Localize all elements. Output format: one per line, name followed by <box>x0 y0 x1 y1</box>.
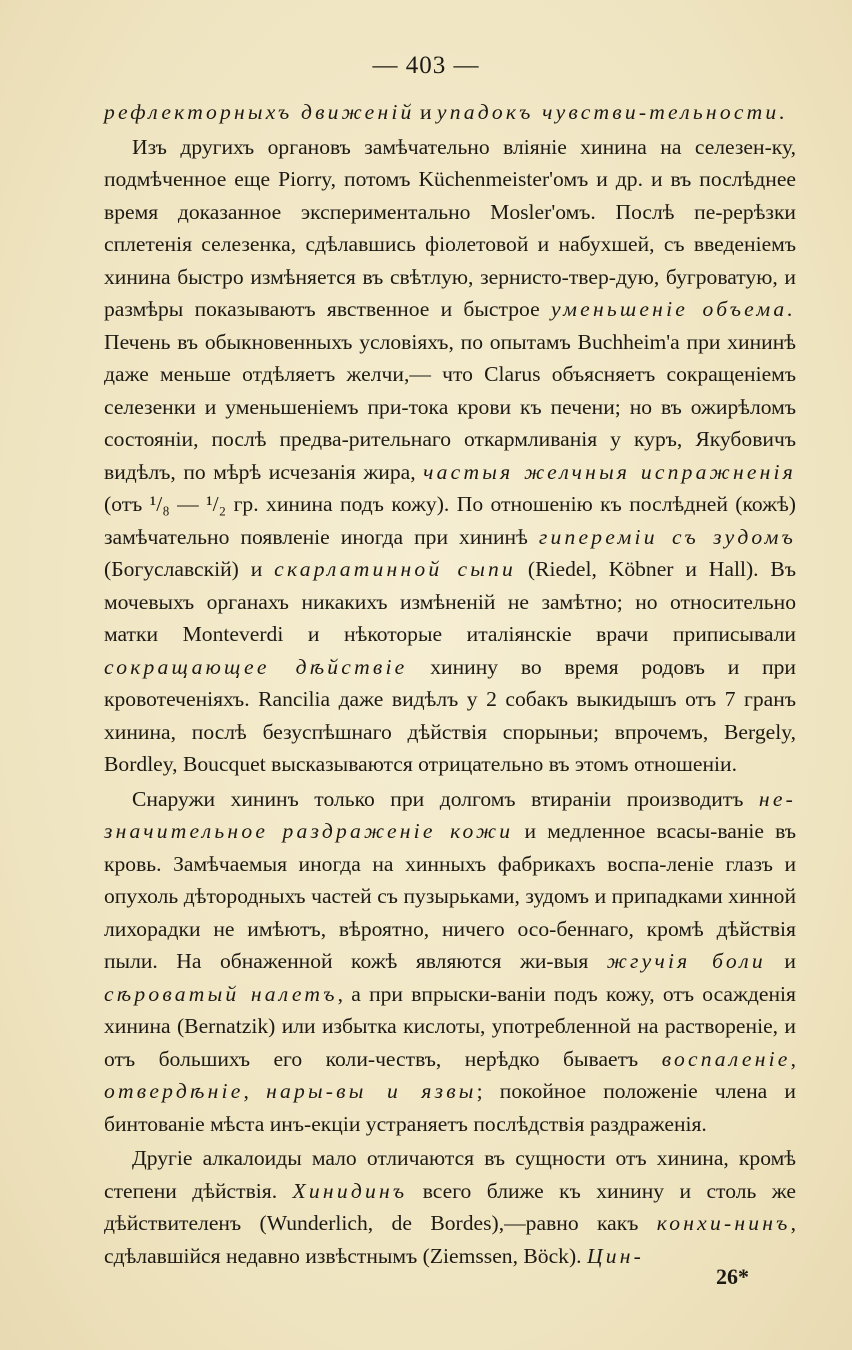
emphasis: нары-вы и язвы <box>266 1079 477 1103</box>
emphasis: сокращающее дѣйствiе <box>104 654 408 679</box>
emphasis: скарлатинной сыпи <box>274 557 517 581</box>
paragraph-3: Снаружи хининъ только при долгомъ втираніи производитъ не-значительное раздраженіе кожи и медленное всасы-ваніе въ кровь. Замѣчаемыя иногда на хинныхъ фабрикахъ воспа-леніе глазъ и опухоль дѣтородныхъ частей съ пузырьками, зудомъ и припадками хинной лихорадки не имѣютъ, вѣроятно, ничего осо-беннаго, кромѣ дѣйствія пыли. На обнаженной кожѣ являются жи-выя жгучiя боли и сѣроватый налетъ, а при впрыски-ваніи подъ кожу, отъ осажденія хинина (Bernatzik) или избытка кислоты, употребленной на раствореніе, и отъ большихъ его коли-чествъ, нерѣдко бываетъ воспаленiе, отвердѣнiе, нары-вы и язвы; покойное положеніе члена и бинтованіе мѣста инъ-екціи устраняетъ послѣдствія раздраженія. <box>104 786 796 1136</box>
emphasis: упадокъ чувстви-тельности. <box>436 100 789 124</box>
emphasis: сѣроватый налетъ <box>104 981 338 1006</box>
signature-mark: 26* <box>716 1264 749 1289</box>
paragraph-2: Изъ другихъ органовъ замѣчательно вліяніе хинина на селезен-ку, подмѣченное еще Piorry, потомъ Küchenmeister'омъ и др. и въ послѣднее время доказанное экспериментально Mosler'омъ. Послѣ пе-рерѣзки сплетенія селезенка, сдѣлавшись фіолетовой и набухшей, съ введеніемъ хинина быстро измѣняется въ свѣтлую, зернисто-твер-дую, бугроватую, и размѣры показываютъ явственное и быстрое уменьшеніе объема. Печень въ обыкновенныхъ условіяхъ, по опытамъ Buchheim'а при хининѣ даже меньше отдѣляетъ желчи,— что Clarus объясняетъ сокращеніемъ селезенки и уменьшеніемъ при-тока крови къ печени; но въ ожирѣломъ состояніи, послѣ предва-рительнаго откармливанія у куръ, Якубовичъ видѣлъ, по мѣрѣ исчезанія жира, частыя желчныя испражненія (отъ ¹/₈ — ¹/₂ гр. хинина подъ кожу). По отношенію къ послѣдней (кожѣ) замѣчательно появленіе иногда при хининѣ гиперемiи съ зудомъ (Богуславскій) и скарлатинной сыпи (Riedel, Köbner и Hall). Въ мочевыхъ органахъ никакихъ измѣненій не замѣтно; но относительно матки Monteverdi и нѣкоторые италіянскіе врачи приписывали сокращающее дѣйствiе хинину во время родовъ и при кровотеченіяхъ. Rancilia даже видѣлъ у 2 собакъ выкидышъ отъ 7 гранъ хинина, послѣ безуспѣшнаго дѣйствія спорыньи; впрочемъ, Bergely, Bordley, Boucquet высказываются отрицательно въ этомъ отношеніи. <box>104 134 797 776</box>
emphasis: отвердѣнiе <box>104 1079 244 1103</box>
emphasis: гиперемiи съ зудомъ <box>538 524 796 549</box>
emphasis: Хинидинъ <box>292 1178 408 1203</box>
emphasis: воспаленiе <box>661 1046 791 1071</box>
emphasis: рефлекторныхъ движеній <box>104 100 415 124</box>
paragraph-1: рефлекторныхъ движеній и упадокъ чувстви-тельности. <box>104 100 789 124</box>
emphasis: жгучiя боли <box>606 949 766 973</box>
emphasis: Цин- <box>586 1243 645 1268</box>
emphasis: конхи-нинъ <box>656 1211 791 1235</box>
page-number: — 403 — <box>372 52 480 79</box>
paragraph-4: Другіе алкалоиды мало отличаются въ сущности отъ хинина, кромѣ степени дѣйствія. Хинидинъ всего ближе къ хинину и столь же дѣйствителенъ (Wunderlich, de Bordes),—равно какъ конхи-нинъ, сдѣлавшійся недавно извѣстнымъ (Ziemssen, Böck). Цин- <box>104 1146 796 1268</box>
emphasis: уменьшеніе объема. <box>550 297 797 321</box>
body-text <box>104 96 796 1272</box>
emphasis: не-значительное раздраженіе кожи <box>104 786 796 843</box>
emphasis: частыя желчныя испражненія <box>423 459 796 484</box>
